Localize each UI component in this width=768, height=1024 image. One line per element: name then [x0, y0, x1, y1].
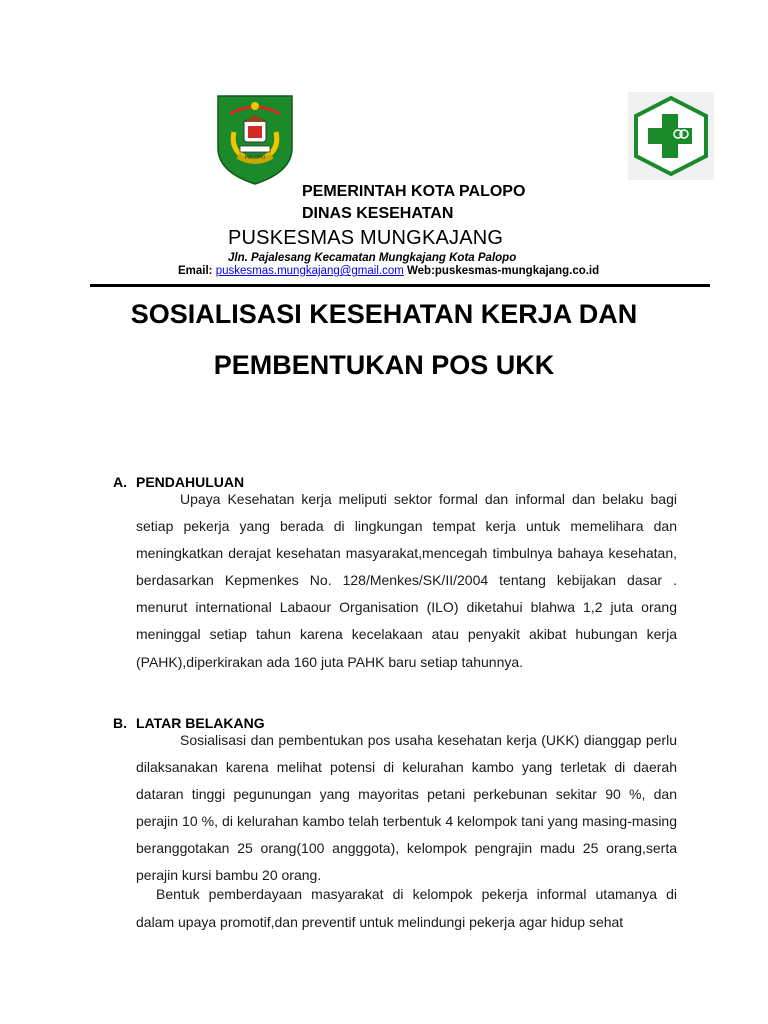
- section-b-title: LATAR BELAKANG: [136, 715, 265, 731]
- section-a-paragraph: [136, 486, 677, 676]
- palopo-city-logo: [216, 92, 294, 186]
- puskesmas-cross-icon: [628, 92, 714, 180]
- palopo-emblem-icon: [216, 92, 294, 186]
- web-address: Web:puskesmas-mungkajang.co.id: [407, 265, 600, 277]
- email-link[interactable]: puskesmas.mungkajang@gmail.com: [215, 265, 404, 277]
- contact-line: [178, 265, 599, 277]
- document-title-line-2: PEMBENTUKAN POS UKK: [213, 350, 555, 380]
- address-line: Jln. Pajalesang Kecamatan Mungkajang Kota Palopo: [228, 252, 517, 264]
- section-b-paragraph: [136, 727, 677, 890]
- email-label: Email:: [178, 265, 213, 277]
- department-name: DINAS KESEHATAN: [302, 205, 454, 222]
- section-b-text-2: Bentuk pemberdayaan masyarakat di kelompok pekerja informal utamanya di dalam upaya promotif,dan preventif untuk melindungi pekerja agar hidup sehat: [136, 886, 677, 930]
- emblem-lettering: PALOPO: [244, 155, 266, 161]
- section-b-letter: B.: [113, 715, 127, 731]
- section-b-text: Sosialisasi dan pembentukan pos usaha kesehatan kerja (UKK) dianggap perlu dilaksanakan karena melihat potensi di kelurahan kambo yang terletak di daerah dataran tinggi pegunungan yang mayoritas petani perkebunan sekitar 90 %, dan perajin 10 %, di kelurahan kambo telah terbentuk 4 kelompok tani yang masing-masing beranggotakan 25 orang(100 angggota), kelompok pengrajin madu 25 orang,serta perajin kursi bambu 20 orang.: [136, 732, 677, 884]
- section-a-title: PENDAHULUAN: [136, 474, 245, 490]
- section-a-text: Upaya Kesehatan kerja meliputi sektor formal dan informal dan belaku bagi setiap pekerja yang berada di lingkungan tempat kerja untuk memelihara dan meningkatkan derajat kesehatan masyarakat,mencegah timbulnya bahaya kesehatan, berdasarkan Kepmenkes No. 128/Menkes/SK/II/2004 tentang kebijakan dasar . menurut international Labaour Organisation (ILO) diketahui blahwa 1,2 juta orang meninggal setiap tahun karena kecelakaan atau penyakit akibat hubungan kerja (PAHK),diperkirakan ada 160 juta PAHK baru setiap tahunnya.: [136, 491, 677, 670]
- government-name: PEMERINTAH KOTA PALOPO: [302, 183, 526, 200]
- section-a-letter: A.: [113, 474, 127, 490]
- section-b-paragraph-2: [136, 880, 677, 936]
- document-title-line-1: SOSIALISASI KESEHATAN KERJA DAN: [130, 299, 638, 329]
- puskesmas-logo: [628, 92, 714, 180]
- header-divider: [90, 284, 710, 287]
- puskesmas-name: PUSKESMAS MUNGKAJANG: [228, 227, 504, 249]
